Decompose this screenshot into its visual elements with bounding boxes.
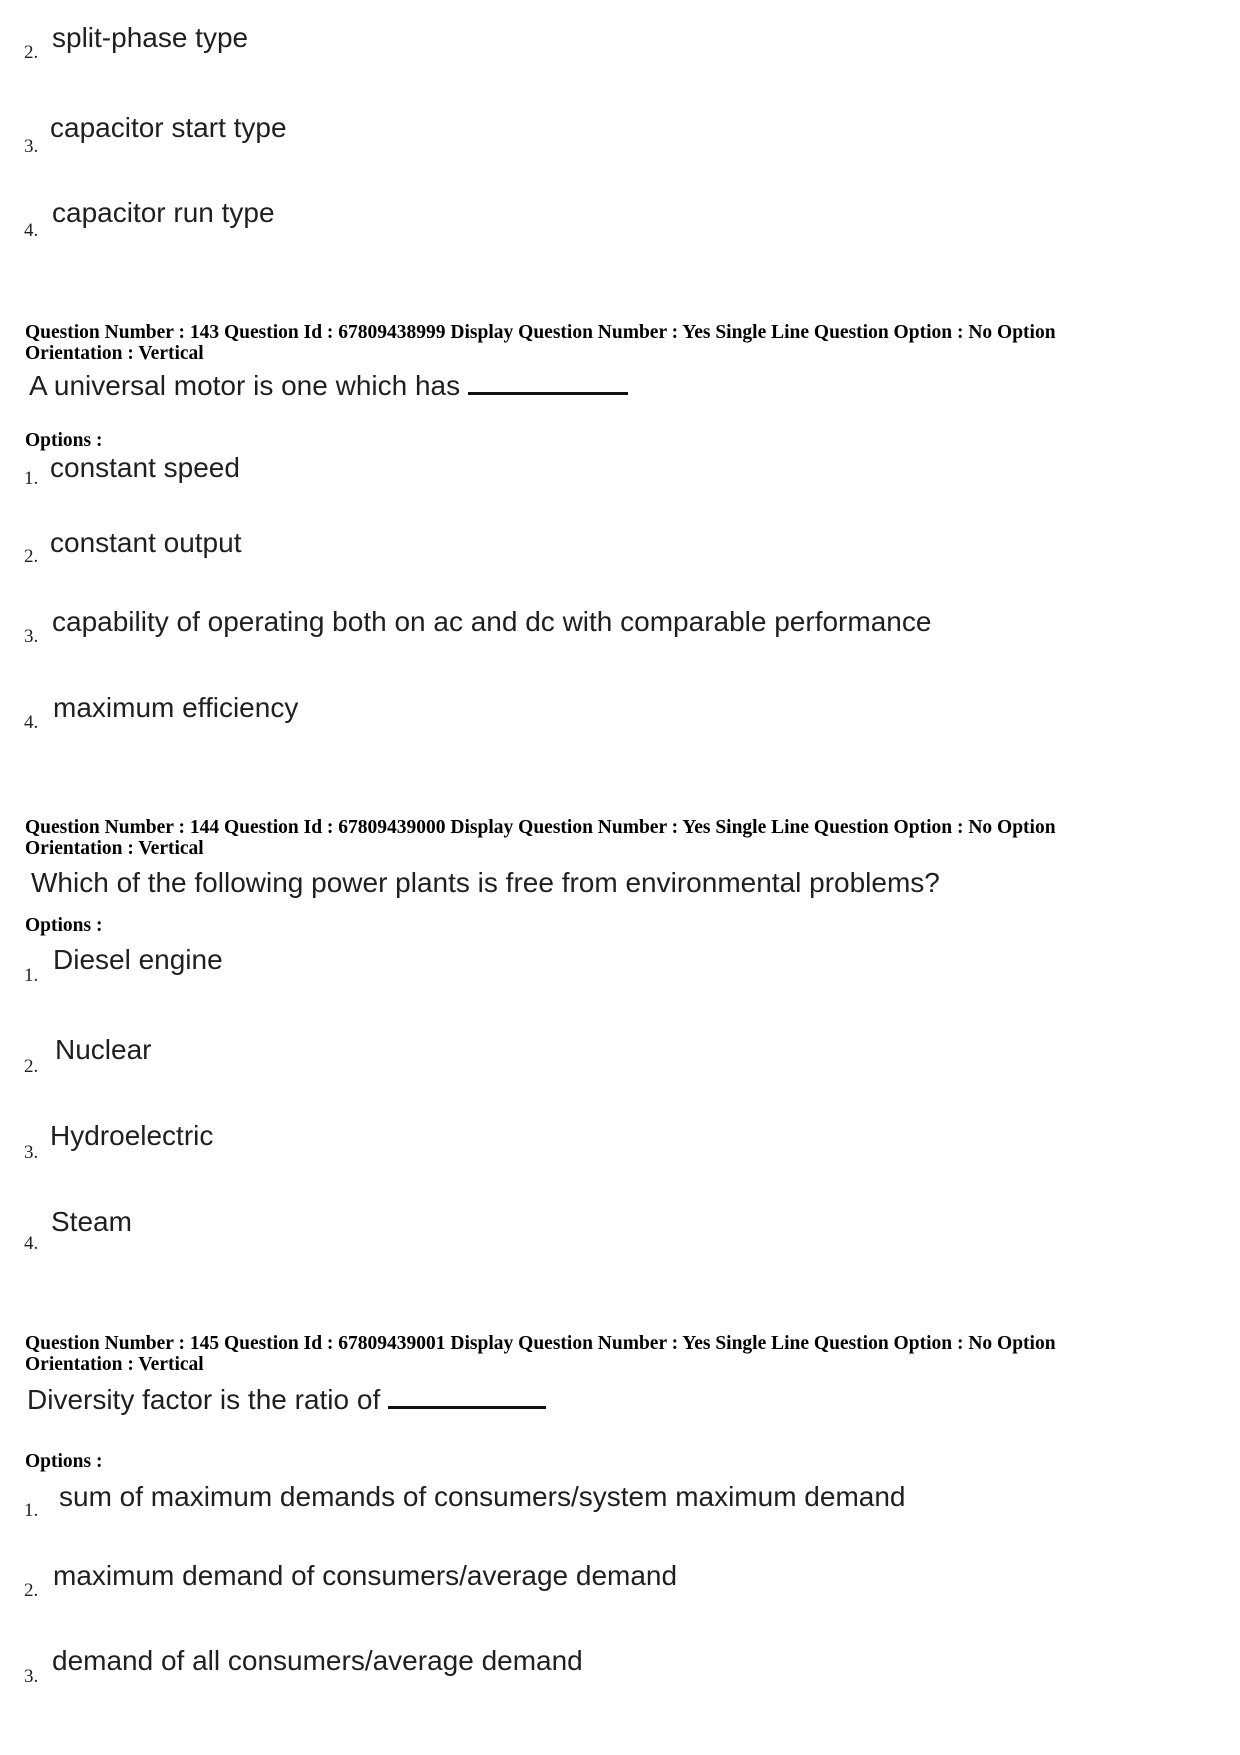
question-text [27, 1384, 546, 1416]
option-text: demand of all consumers/average demand [52, 1645, 583, 1676]
question-meta-line: Orientation : Vertical [25, 343, 204, 364]
option-number: 3. [24, 1142, 39, 1163]
option-number: 1. [24, 468, 39, 489]
options-label: Options : [25, 915, 103, 936]
option-number: 1. [24, 965, 39, 986]
option-number: 2. [24, 1056, 39, 1077]
question-text-content: A universal motor is one which has [29, 370, 461, 401]
option-text: maximum demand of consumers/average demand [53, 1560, 678, 1591]
option-text: Steam [51, 1206, 132, 1237]
question-meta [25, 322, 1056, 364]
question-meta-line: Question Number : 143 Question Id : 67809438999 Display Question Number : Yes Single Line Question Option : No Option [25, 322, 1056, 343]
option-number: 2. [24, 546, 39, 567]
question-meta [25, 817, 1056, 859]
option-number: 1. [24, 1500, 39, 1521]
option-text: capability of operating both on ac and dc with comparable performance [52, 606, 932, 637]
question-text: Which of the following power plants is free from environmental problems? [31, 867, 940, 898]
option-number: 3. [24, 626, 39, 647]
question-text [29, 370, 628, 402]
option-text: Diesel engine [53, 944, 223, 975]
option-number: 4. [24, 712, 39, 733]
option-text: Hydroelectric [50, 1120, 214, 1151]
options-label: Options : [25, 430, 103, 451]
question-meta [25, 1333, 1056, 1375]
answer-blank [468, 388, 628, 395]
option-text: capacitor run type [52, 197, 275, 228]
option-number: 4. [24, 1233, 39, 1254]
question-meta-line: Orientation : Vertical [25, 838, 204, 859]
option-number: 3. [24, 136, 39, 157]
option-text: constant speed [50, 452, 240, 483]
option-text: capacitor start type [50, 112, 287, 143]
question-text-content: Diversity factor is the ratio of [27, 1384, 381, 1415]
option-text: constant output [50, 527, 242, 558]
option-text: sum of maximum demands of consumers/system maximum demand [59, 1481, 906, 1512]
option-number: 3. [24, 1666, 39, 1687]
question-meta-line: Question Number : 145 Question Id : 67809439001 Display Question Number : Yes Single Line Question Option : No Option [25, 1333, 1056, 1354]
option-number: 4. [24, 220, 39, 241]
option-text: split-phase type [52, 22, 249, 53]
option-number: 2. [24, 1580, 39, 1601]
option-text: maximum efficiency [53, 692, 299, 723]
option-number: 2. [24, 42, 39, 63]
answer-blank [388, 1402, 546, 1409]
question-meta-line: Question Number : 144 Question Id : 67809439000 Display Question Number : Yes Single Line Question Option : No Option [25, 817, 1056, 838]
question-meta-line: Orientation : Vertical [25, 1354, 204, 1375]
options-label: Options : [25, 1451, 103, 1472]
option-text: Nuclear [55, 1034, 152, 1065]
